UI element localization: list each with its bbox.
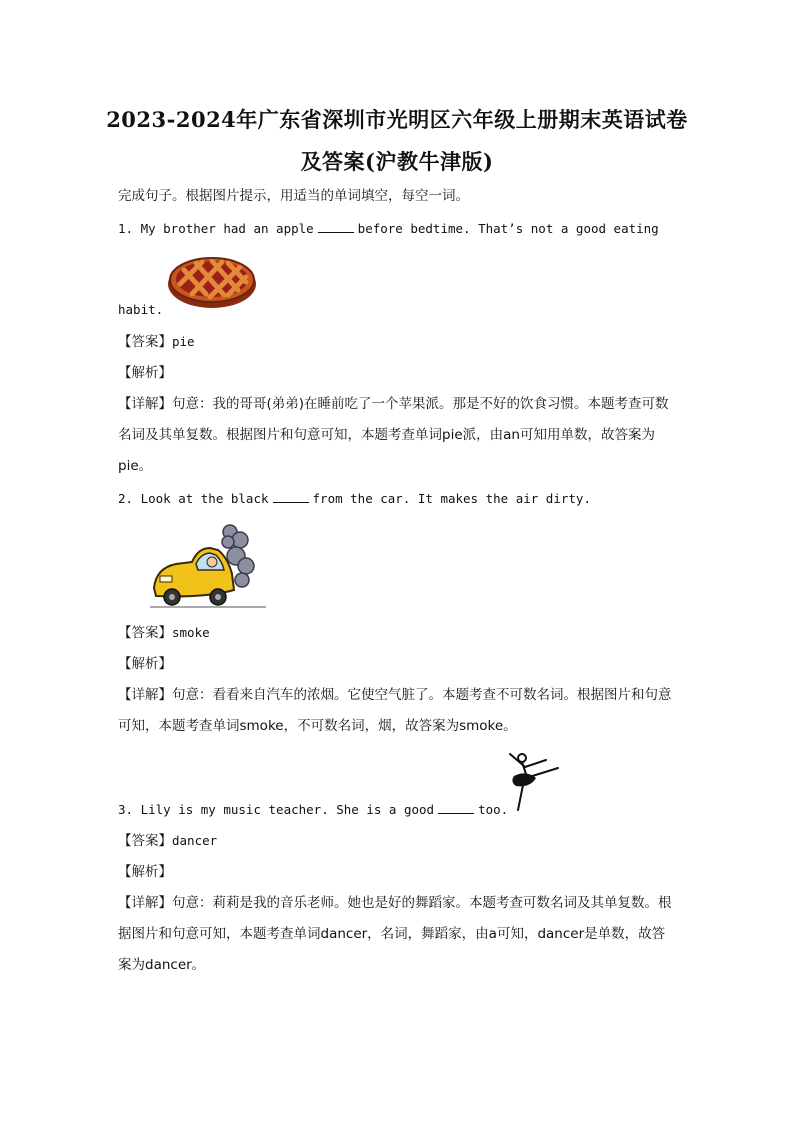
explanation-1 [118,389,678,482]
question-2-before: 2. Look at the black [118,491,269,506]
detail-label: 【详解】 [118,895,172,911]
explanation-2 [118,680,678,742]
answer-2 [118,624,210,642]
ballet-dancer-icon [500,750,566,814]
question-2-after: from the car. It makes the air dirty. [312,491,591,506]
page-title: 2023-2024年广东省深圳市光明区六年级上册期末英语试卷 [106,107,688,132]
explanation-2-text: 句意：看看来自汽车的浓烟。它使空气脏了。本题考查不可数名词。根据图片和句意可知，本题考查单词smoke，不可数名词，烟，故答案为smoke。 [118,687,672,734]
question-1-before: 1. My brother had an apple [118,221,314,236]
question-1-continuation: habit. [118,302,164,317]
car-smoke-icon [146,518,272,612]
detail-label: 【详解】 [118,396,172,412]
explanation-3 [118,888,678,981]
question-3-after: too. [478,802,509,817]
page-subtitle: 及答案(沪教牛津版) [300,149,494,174]
detail-label: 【详解】 [118,687,172,703]
pie-icon [166,250,258,312]
analysis-label-3: 【解析】 [118,864,172,880]
question-1-blank [318,220,354,233]
answer-3 [118,832,217,850]
question-2-blank [273,490,309,503]
question-3-blank [438,801,474,814]
question-1 [118,220,659,238]
answer-1-value: pie [172,334,195,349]
explanation-1-text: 句意：我的哥哥(弟弟)在睡前吃了一个苹果派。那是不好的饮食习惯。本题考查可数名词及其单复数。根据图片和句意可知，本题考查单词pie派，由an可知用单数，故答案为pie。 [118,396,669,474]
answer-label: 【答案】 [118,625,172,641]
analysis-label-2: 【解析】 [118,656,172,672]
instruction-text: 完成句子。根据图片提示，用适当的单词填空，每空一词。 [118,188,469,204]
answer-1 [118,333,195,351]
question-2 [118,490,591,508]
answer-3-value: dancer [172,833,218,848]
answer-2-value: smoke [172,625,210,640]
question-1-after: before bedtime. That’s not a good eating [357,221,659,236]
question-3 [118,801,508,819]
question-3-before: 3. Lily is my music teacher. She is a good [118,802,435,817]
explanation-3-text: 句意：莉莉是我的音乐老师。她也是好的舞蹈家。本题考查可数名词及其单复数。根据图片和句意可知，本题考查单词dancer，名词，舞蹈家，由a可知，dancer是单数，故答案为dancer。 [118,895,672,973]
analysis-label-1: 【解析】 [118,365,172,381]
answer-label: 【答案】 [118,833,172,849]
answer-label: 【答案】 [118,334,172,350]
